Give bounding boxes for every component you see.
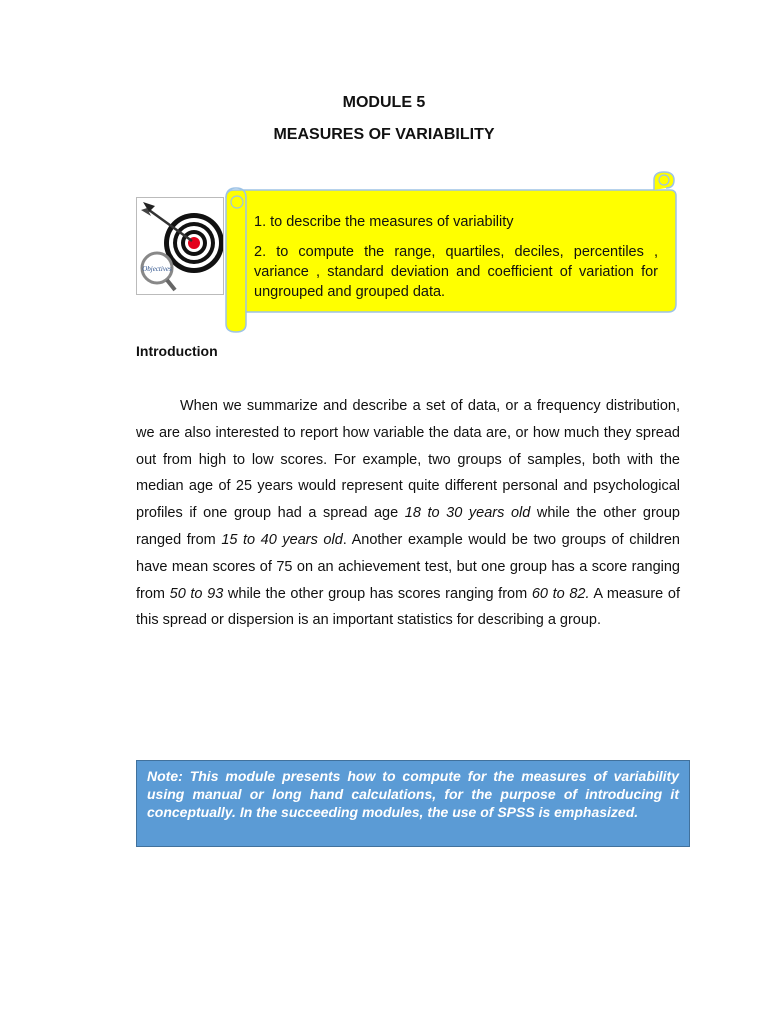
objective-item: 2. to compute the range, quartiles, deciles, percentiles , variance , standard deviation and coefficient of variation for ungrouped and grouped data. [254,244,658,300]
text-segment: . Another example would be two groups of children have mean scores of 75 on an achievement test, but one group has a score ranging from [136,531,680,602]
objectives-list [254,212,658,312]
text-segment: while the other group has scores ranging from [223,585,532,602]
text-segment-italic: 50 to 93 [169,585,224,602]
text-segment: A measure of this spread or dispersion is an important statistics for describing a group. [136,585,680,629]
target-icon [137,198,223,294]
magnifier-label: Objectives [142,265,172,273]
note-box: Note: This module presents how to compute for the measures of variability using manual or long hand calculations, for the purpose of introducing it conceptually. In the succeeding modules, the use of SPSS is emphasized. [136,760,690,847]
introduction-paragraph [136,393,680,634]
text-segment: while the other group ranged from [136,505,680,548]
objectives-image [136,197,224,295]
introduction-heading: Introduction [136,343,218,359]
text-segment-italic: 15 to 40 years old [221,531,343,548]
module-title: MEASURES OF VARIABILITY [273,126,495,143]
objectives-scroll [222,168,678,334]
module-number: MODULE 5 [342,94,426,111]
text-segment-italic: 18 to 30 years old [404,505,531,522]
text-segment-italic: 60 to 82. [531,585,590,602]
objective-item: 1. to describe the measures of variability [254,214,514,230]
text-segment: When we summarize and describe a set of data, or a frequency distribution, we are also interested to report how variable the data are, or how much they spread out from high to low scores. For example, two groups of samples, both with the median age of 25 years would represent quite different personal and psychological profiles if one group had a spread age [136,398,680,522]
